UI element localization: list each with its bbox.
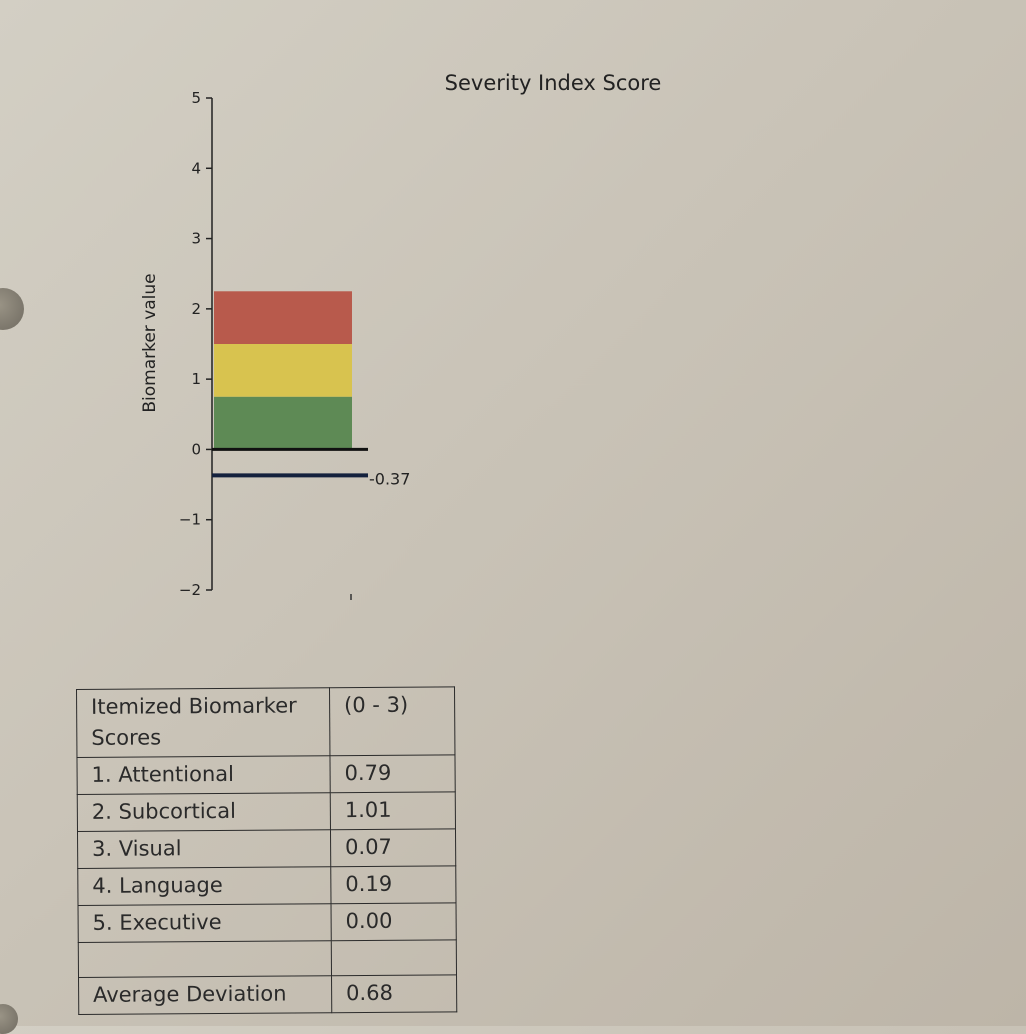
biomarker-scores-table	[76, 686, 457, 1015]
band-mid	[214, 344, 352, 397]
y-tick-label: 5	[191, 89, 201, 107]
y-tick-label: 2	[191, 299, 201, 318]
y-tick-label: 1	[191, 370, 201, 389]
table-row	[77, 829, 455, 869]
row-value: 1.01	[330, 792, 455, 830]
chart-title: Severity Index Score	[444, 71, 662, 95]
y-tick-label: 0	[191, 440, 201, 459]
row-value: 0.07	[330, 829, 455, 867]
table-row	[77, 755, 455, 795]
table-footer-row	[79, 975, 457, 1015]
punch-hole-bottom	[0, 1004, 18, 1034]
table-header-row	[77, 687, 455, 758]
value-marker-label: -0.37	[369, 469, 411, 489]
table-row	[78, 903, 456, 943]
y-tick-label: −2	[178, 581, 201, 599]
row-label: 4. Language	[78, 867, 331, 906]
table-blank-row	[78, 940, 456, 978]
y-tick-label: −1	[178, 510, 201, 529]
average-deviation-label: Average Deviation	[79, 976, 332, 1015]
band-high	[214, 291, 352, 344]
table-header-label: Itemized Biomarker Scores	[77, 688, 330, 758]
row-value: 0.00	[331, 903, 456, 941]
row-value: 0.19	[331, 866, 456, 904]
severity-bands	[214, 291, 352, 449]
row-label: 5. Executive	[78, 904, 331, 943]
band-low	[214, 397, 352, 450]
row-label: 2. Subcortical	[77, 793, 330, 832]
y-axis-ticks	[179, 89, 212, 599]
blank-label	[78, 941, 331, 978]
blank-value	[331, 940, 456, 976]
y-axis-label: Biomarker value	[140, 273, 160, 413]
table-header-range: (0 - 3)	[329, 687, 454, 756]
y-tick-label: 3	[191, 229, 201, 248]
row-label: 1. Attentional	[77, 756, 330, 795]
table-row	[78, 866, 456, 906]
average-deviation-value: 0.68	[332, 975, 457, 1013]
table-row	[77, 792, 455, 832]
row-value: 0.79	[330, 755, 455, 793]
row-label: 3. Visual	[77, 830, 330, 869]
y-tick-label: 4	[191, 159, 201, 178]
